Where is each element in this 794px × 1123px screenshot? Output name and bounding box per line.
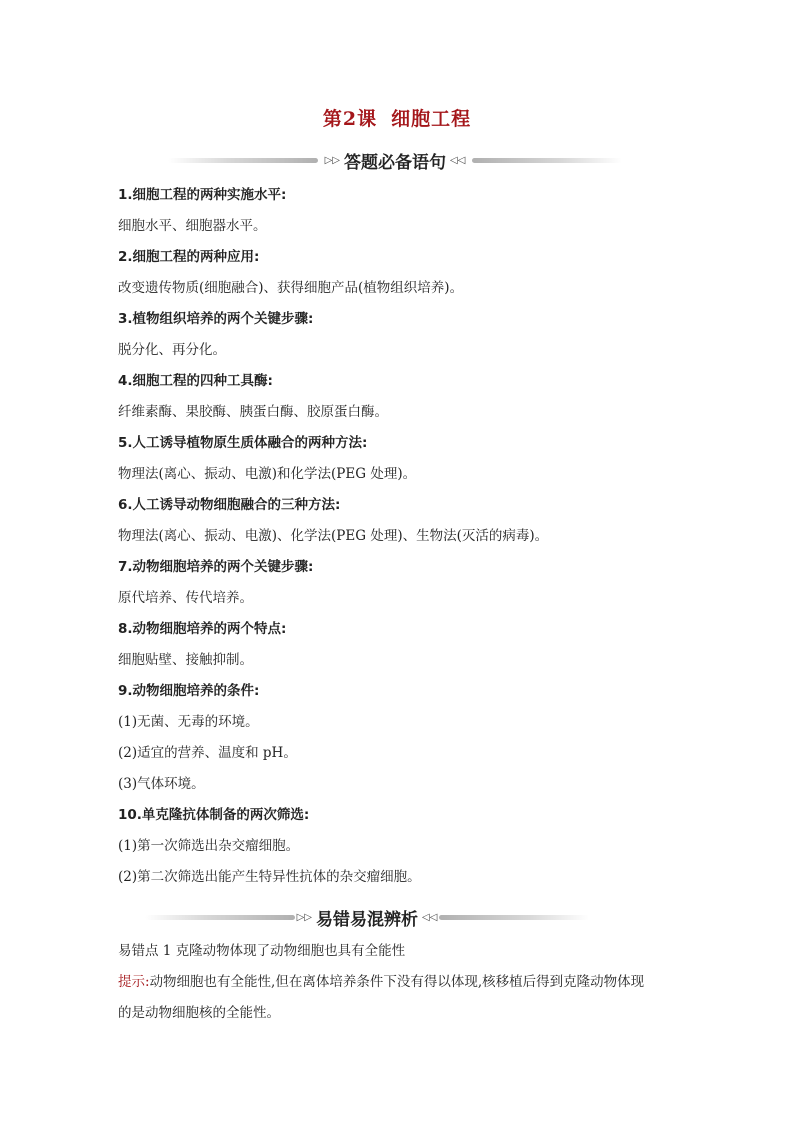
lesson-number: 第2课 xyxy=(322,108,378,130)
left-arrow-icon: ◁◁ xyxy=(450,155,466,166)
item-text: 物理法(离心、振动、电激)和化学法(PEG 处理)。 xyxy=(118,466,417,482)
item-heading: 2.细胞工程的两种应用: xyxy=(118,249,260,265)
item-text: 物理法(离心、振动、电激)、化学法(PEG 处理)、生物法(灭活的病毒)。 xyxy=(118,528,549,544)
item-heading: 7.动物细胞培养的两个关键步骤: xyxy=(118,559,314,575)
right-arrow-icon: ▷▷ xyxy=(324,155,340,166)
banner-title: 答题必备语句 xyxy=(344,153,446,173)
item-text: 细胞水平、细胞器水平。 xyxy=(118,218,267,234)
banner-label-wrap xyxy=(325,148,466,173)
item-heading: 6.人工诱导动物细胞融合的三种方法: xyxy=(118,497,341,513)
error-tip xyxy=(118,971,698,1002)
errors-banner xyxy=(145,907,589,930)
item-heading: 8.动物细胞培养的两个特点: xyxy=(118,621,287,637)
left-arrow-icon: ◁◁ xyxy=(422,912,438,923)
item-text: (3)气体环境。 xyxy=(118,776,205,792)
item-text: (1)第一次筛选出杂交瘤细胞。 xyxy=(118,838,300,854)
banner-right-bar xyxy=(439,915,589,920)
right-arrow-icon: ▷▷ xyxy=(296,912,312,923)
item-heading: 5.人工诱导植物原生质体融合的两种方法: xyxy=(118,435,368,451)
error-point: 易错点 1 克隆动物体现了动物细胞也具有全能性 xyxy=(118,943,406,959)
item-text: 纤维素酶、果胶酶、胰蛋白酶、胶原蛋白酶。 xyxy=(118,404,388,420)
error-tip-continued: 的是动物细胞核的全能性。 xyxy=(118,1005,280,1021)
item-heading: 4.细胞工程的四种工具酶: xyxy=(118,373,273,389)
page-title xyxy=(0,104,794,131)
item-text: 脱分化、再分化。 xyxy=(118,342,226,358)
banner-right-bar xyxy=(472,158,622,163)
tip-text: 动物细胞也有全能性,但在离体培养条件下没有得以体现,核移植后得到克隆动物体现 xyxy=(149,974,645,990)
banner-title: 易错易混辨析 xyxy=(316,910,418,930)
item-heading: 3.植物组织培养的两个关键步骤: xyxy=(118,311,314,327)
item-text: (1)无菌、无毒的环境。 xyxy=(118,714,259,730)
banner-label-wrap xyxy=(297,905,438,930)
lesson-name: 细胞工程 xyxy=(391,108,472,130)
item-text: 细胞贴壁、接触抑制。 xyxy=(118,652,253,668)
item-heading: 10.单克隆抗体制备的两次筛选: xyxy=(118,807,310,823)
banner-left-bar xyxy=(145,915,295,920)
errors-section xyxy=(118,940,698,1033)
item-heading: 9.动物细胞培养的条件: xyxy=(118,683,260,699)
item-text: 改变遗传物质(细胞融合)、获得细胞产品(植物组织培养)。 xyxy=(118,280,464,296)
banner-left-bar xyxy=(168,158,318,163)
item-text: 原代培养、传代培养。 xyxy=(118,590,253,606)
answers-banner xyxy=(168,150,622,173)
item-heading: 1.细胞工程的两种实施水平: xyxy=(118,187,287,203)
item-text: (2)第二次筛选出能产生特异性抗体的杂交瘤细胞。 xyxy=(118,869,421,885)
tip-label: 提示: xyxy=(118,974,150,990)
item-text: (2)适宜的营养、温度和 pH。 xyxy=(118,745,297,761)
answers-list xyxy=(118,184,698,897)
